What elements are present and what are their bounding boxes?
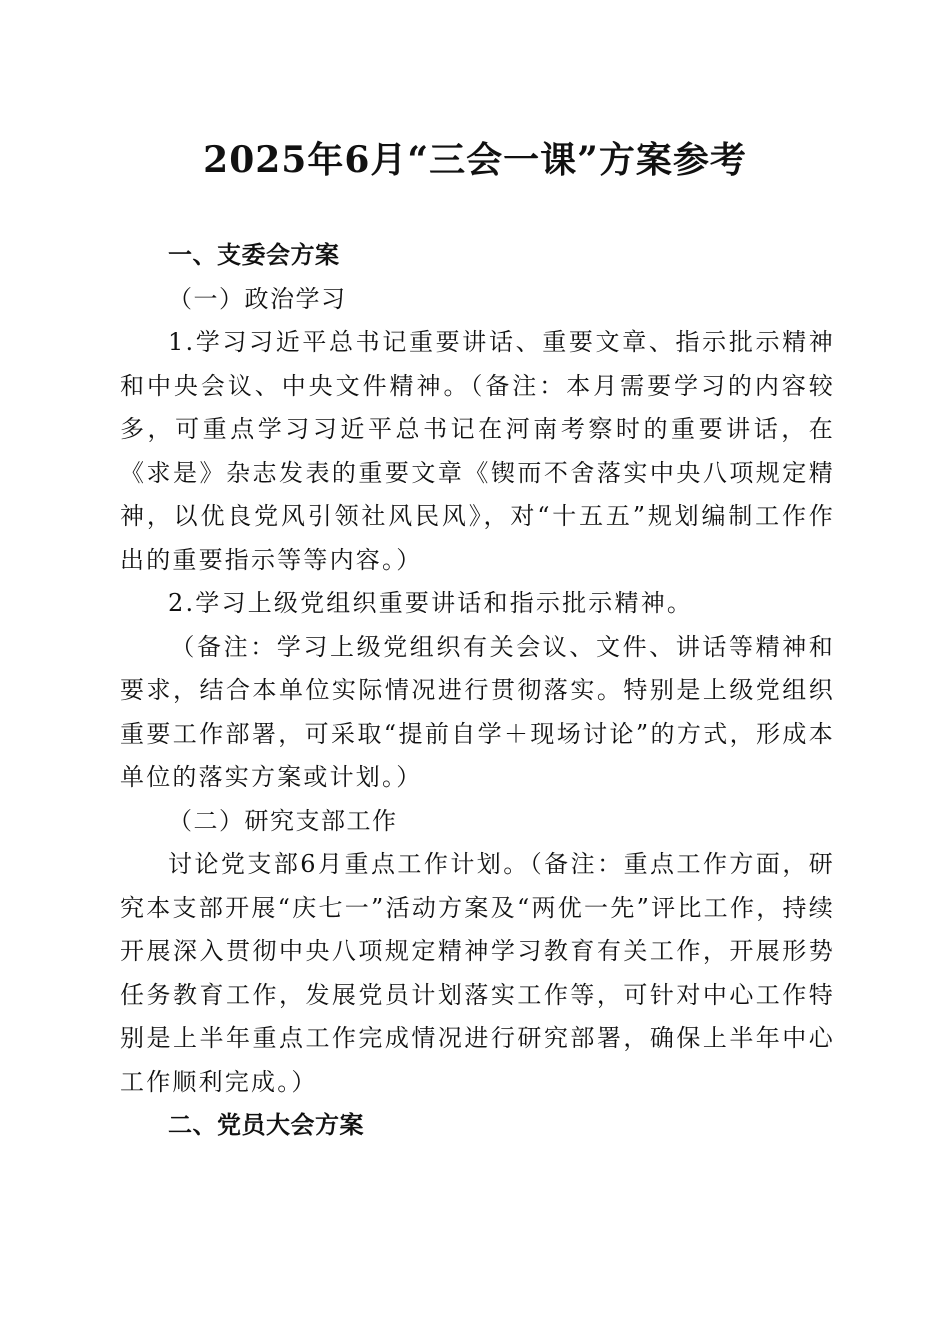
paragraph-branch-work: 讨论党支部6月重点工作计划。（备注：重点工作方面，研究本支部开展“庆七一”活动方案及“两优一先”评比工作，持续开展深入贯彻中央八项规定精神学习教育有关工作，开展形势任务教育工作，发展党员计划落实工作等，可针对中心工作特别是上半年重点工作完成情况进行研究部署，确保上半年中心工作顺利完成。） xyxy=(120,850,835,1096)
subsection-heading-political-study: （一）政治学习 xyxy=(168,284,347,313)
section-heading-branch-committee: 一、支委会方案 xyxy=(168,241,340,269)
paragraph-item-2-note: （备注：学习上级党组织有关会议、文件、讲话等精神和要求，结合本单位实际情况进行贯彻落实。特别是上级党组织重要工作部署，可采取“提前自学＋现场讨论”的方式，形成本单位的落实方案或计划。） xyxy=(120,632,835,791)
subsection-heading-branch-work: （二）研究支部工作 xyxy=(168,806,398,835)
paragraph-item-2: 2.学习上级党组织重要讲话和指示批示精神。 xyxy=(168,589,694,617)
document-body xyxy=(120,234,835,1148)
section-heading-party-congress: 二、党员大会方案 xyxy=(168,1111,364,1139)
document-title: 2025年6月“三会一课”方案参考 xyxy=(203,139,747,181)
paragraph-item-1: 1.学习习近平总书记重要讲话、重要文章、指示批示精神和中央会议、中央文件精神。（备注：本月需要学习的内容较多，可重点学习习近平总书记在河南考察时的重要讲话，在《求是》杂志发表的重要文章《锲而不舍落实中央八项规定精神，以优良党风引领社风民风》，对“十五五”规划编制工作作出的重要指示等等内容。） xyxy=(120,328,835,574)
